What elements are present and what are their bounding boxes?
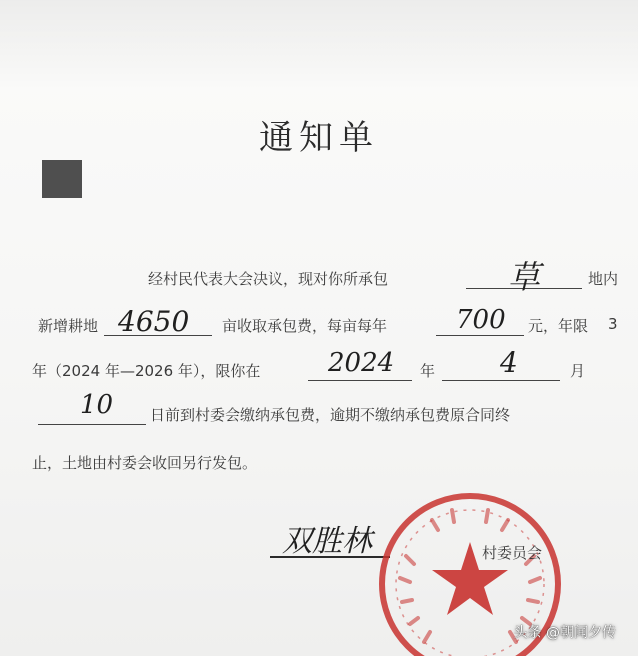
fee-handwritten: 700 [456,305,506,335]
year-handwritten: 2024 [328,348,395,378]
line4-text: 日前到村委会缴纳承包费，逾期不缴纳承包费原合同终 [150,406,511,424]
line2-prefix: 新增耕地 [38,317,99,335]
line2-years: 3 [608,315,618,333]
body-line-5 [0,446,638,478]
organization-name: 村委员会 [482,544,543,562]
handwritten-signature: 双胜林 [282,524,372,559]
line3-prefix: 年（2024 年—2026 年），限你在 [32,362,261,380]
area-handwritten: 4650 [118,305,190,338]
line1-suffix: 地内 [588,270,619,288]
line3-suffix: 月 [570,362,586,380]
line3-mid1: 年 [420,362,436,380]
line5-text: 止，土地由村委会收回另行发包。 [32,454,258,472]
day-handwritten: 10 [80,390,114,420]
line2-mid2: 元，年限 [528,317,589,335]
source-watermark: 头条 @朝闻夕传 [513,625,616,641]
line1-prefix: 经村民代表大会决议，现对你所承包 [148,270,389,288]
redacted-block [42,160,82,198]
body-line-4 [0,390,638,430]
land-type-handwritten: 草 [508,258,541,296]
month-handwritten: 4 [500,346,518,379]
document-title: 通知单 [259,118,379,158]
body-line-2 [0,305,638,341]
body-line-3 [0,346,638,384]
line2-mid1: 亩收取承包费，每亩每年 [222,317,388,335]
body-line-1 [0,258,638,296]
scan-shadow [0,0,638,90]
